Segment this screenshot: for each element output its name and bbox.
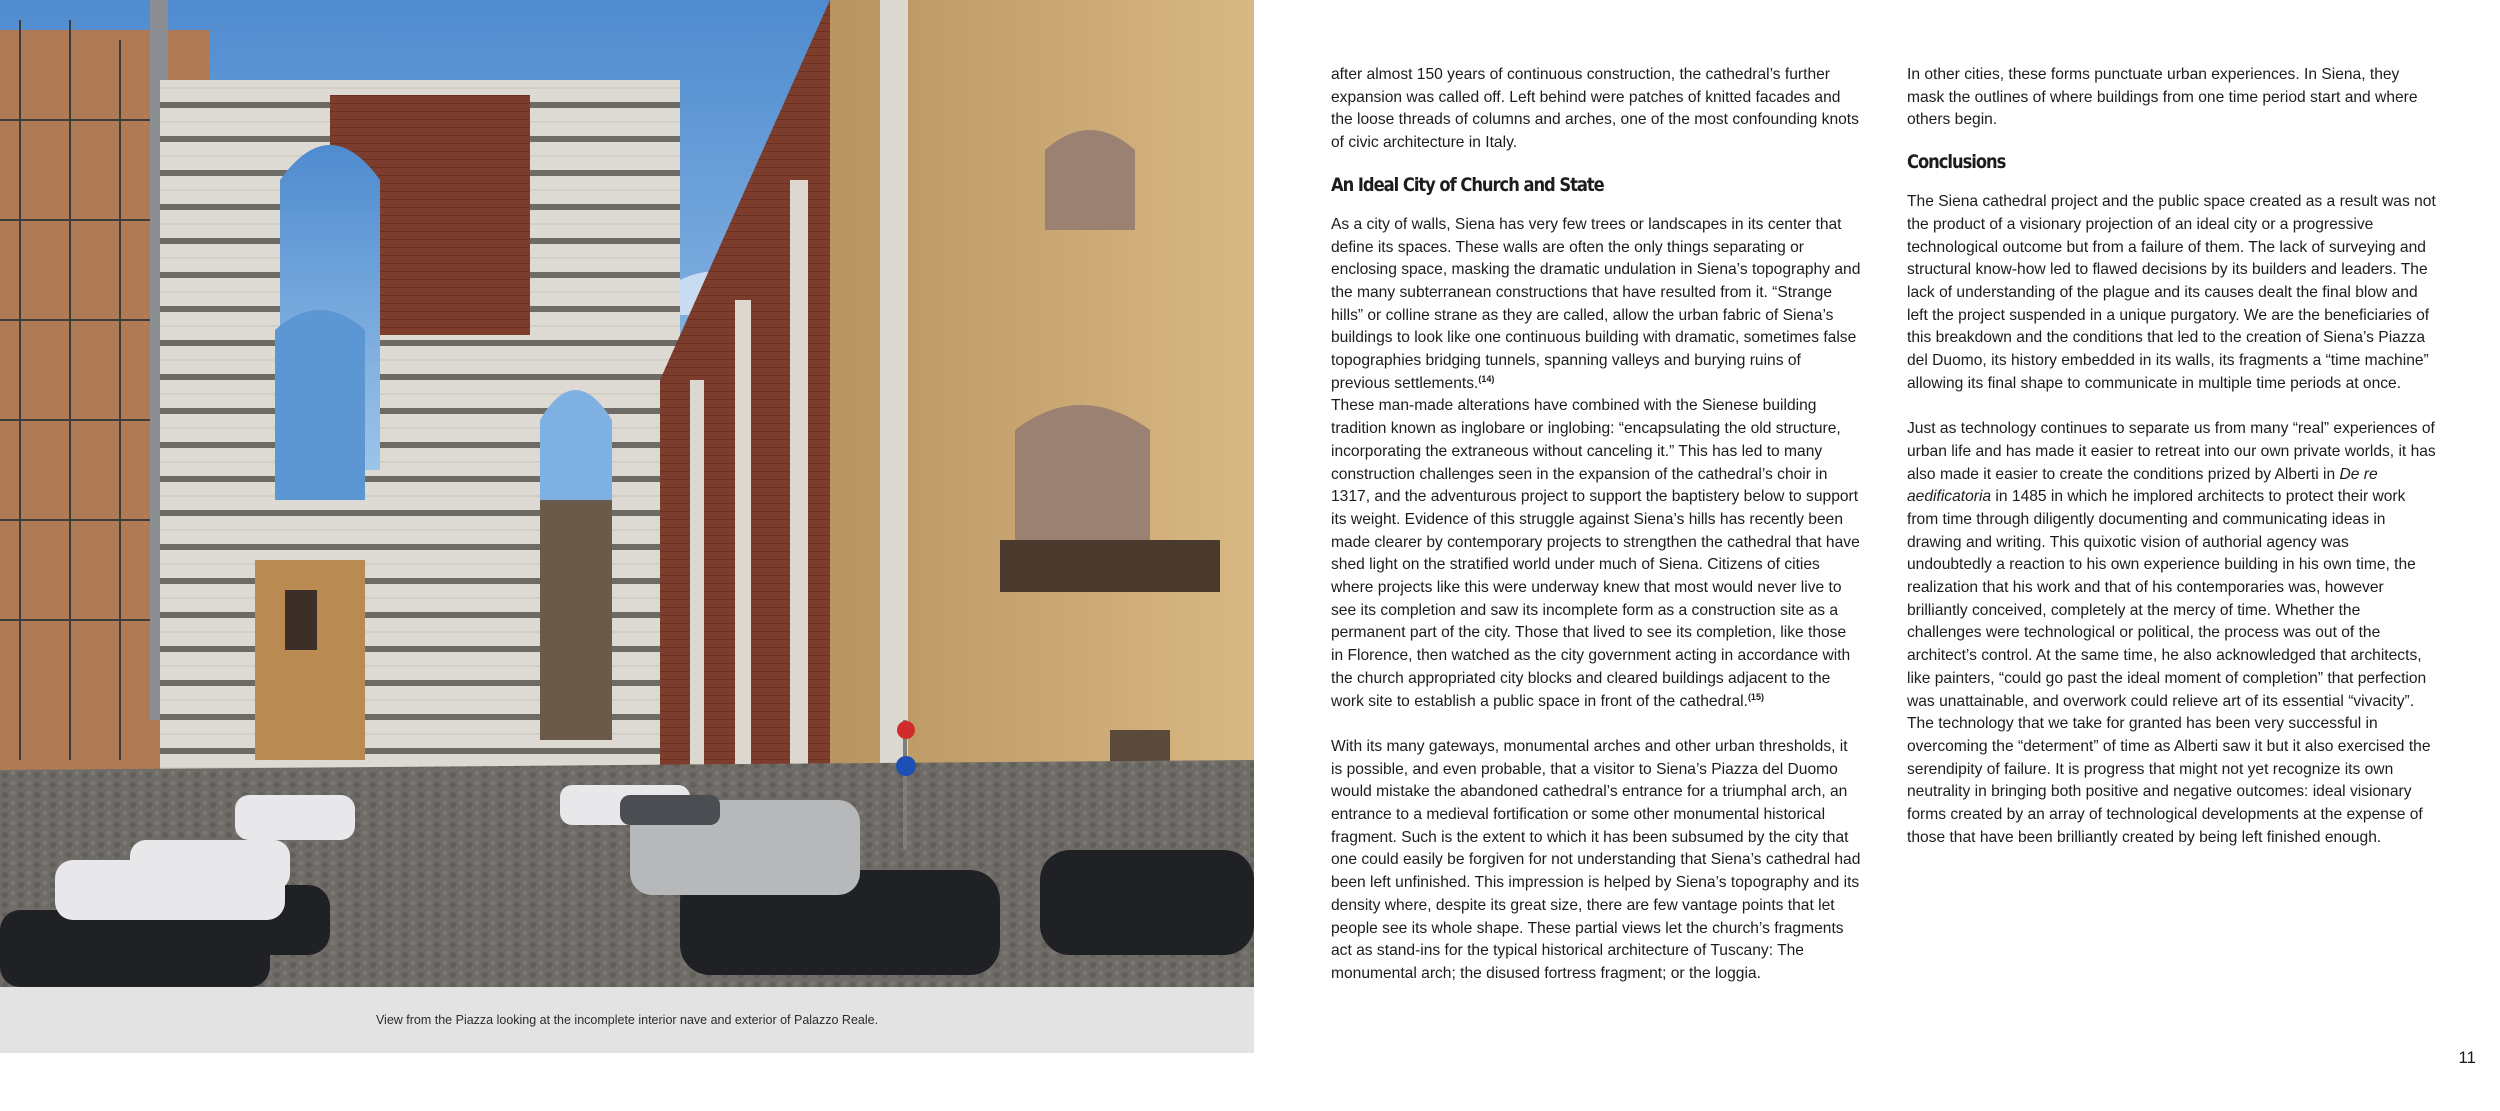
body-paragraph	[1331, 214, 1861, 396]
intro-paragraph: after almost 150 years of continuous construction, the cathedral’s further expansion was called off. Left behind were patches of knitted facades and the loose threads of columns and arches, one of the most confounding knots of civic architecture in Italy.	[1331, 66, 1859, 152]
section-heading: An Ideal City of Church and State	[1331, 173, 1604, 196]
page-number: 11	[2458, 1048, 2476, 1067]
body-paragraph	[1331, 395, 1861, 713]
left-text-column	[1331, 64, 1861, 986]
caption-bar	[0, 987, 1254, 1053]
footnote-ref: (15)	[1747, 691, 1764, 702]
right-text-column	[1907, 64, 2437, 849]
body-paragraph	[1907, 418, 2437, 849]
section-heading: Conclusions	[1907, 151, 2006, 174]
body-paragraph: With its many gateways, monumental arches and other urban thresholds, it is possible, and even probable, that a visitor to Siena’s Piazza del Duomo would mistake the abandoned cathedral’s entrance for a triumphal arch, an entrance to a medieval fortification or some other monumental historical fragment. Such is the extent to which it has been subsumed by the city that one could easily be forgiven for not understanding that Siena’s cathedral had been left unfinished. This impression is helped by Siena’s topography and its density where, despite its great size, there are few vantage points that let people see its whole shape. These partial views let the church’s fragments act as stand-ins for the typical historical architecture of Tuscany: The monumental arch; the disused fortress fragment; or the loggia.	[1331, 737, 1861, 982]
paragraph-text: These man-made alterations have combined with the Sienese building tradition known as inglobare or inglobing: “encapsulating the old structure, incorporating the extraneous without canceling it.” This has led to many construction challenges seen in the expansion of the cathedral’s choir in 1317, and the adventurous project to support the baptistery below to support its weight. Evidence of this struggle against Siena’s hills has recently been made clearer by contemporary projects to strengthen the cathedral that have shed light on the stratified world under much of Siena. Citizens of cities where projects like this were underway knew that most would never live to see its completion and saw its incomplete form as a construction site as a permanent part of the city. Those that lived to see its completion, like those in Florence, then watched as the city government acting in accordance with the church appropriated city blocks and cleared buildings adjacent to the work site to establish a public space in front of the cathedral.	[1331, 397, 1860, 710]
figure-caption: View from the Piazza looking at the incomplete interior nave and exterior of Palazzo Reale.	[375, 1013, 879, 1027]
book-title: De re aedificatoria	[1907, 465, 2378, 506]
body-paragraph: The Siena cathedral project and the public space created as a result was not the product of a visionary projection of an ideal city or a progressive technological outcome but from a failure of them. The lack of surveying and structural know-how led to flawed decisions by its builders and leaders. The lack of understanding of the plague and its causes dealt the final blow and left the project suspended in a unique purgatory. We are the beneficiaries of this breakdown and the conditions that led to the creation of Siena’s Piazza del Duomo, its history embedded in its walls, its fragments a “time machine” allowing its final shape to communicate in multiple time periods at once.	[1907, 193, 2436, 392]
intro-paragraph: In other cities, these forms punctuate urban experiences. In Siena, they mask the outlines of where buildings from one time period start and where others begin.	[1907, 66, 2418, 129]
paragraph-text: As a city of walls, Siena has very few trees or landscapes in its center that define its spaces. These walls are often the only things separating or enclosing space, masking the dramatic undulation in Siena’s topography and the many subterranean constructions that have resulted from it. “Strange hills” or colline strane as they are called, allow the urban fabric of Siena’s buildings to look like one continuous building with dramatic, sometimes false topographies bridging tunnels, spanning valleys and burying ruins of previous settlements.	[1331, 215, 1861, 392]
paragraph-text: Just as technology continues to separate us from many “real” experiences of urban life and has made it easier to retreat into our own private worlds, it has also made it easier to create the conditions prized by Alberti in	[1907, 420, 2436, 483]
paragraph-text: in 1485 in which he implored architects to protect their work from time through diligently documenting and communicating ideas in drawing and writing. This quixotic vision of authorial agency was undoubtedly a reaction to his own experience building in his own time, the realization that his work and that of his contemporaries was, however brilliantly conceived, completely at the mercy of time. Whether the challenges were technological or political, the process was out of the architect’s control. At the same time, he also acknowledged that architects, like painters, “could go past the ideal moment of completion” that perfection was unattainable, and overwork could relieve art of its essential “vivacity”. The technology that we take for granted has been very successful in overcoming the “determent” of time as Alberti saw it but it also exercised the serendipity of failure. It is progress that might not yet recognize its own neutrality in bringing both positive and negative outcomes: ideal visionary forms created by an array of technological developments at the expense of those that have been brilliantly created by being left finished enough.	[1907, 488, 2431, 846]
siena-cathedral-photo	[0, 0, 1254, 987]
footnote-ref: (14)	[1478, 373, 1495, 384]
